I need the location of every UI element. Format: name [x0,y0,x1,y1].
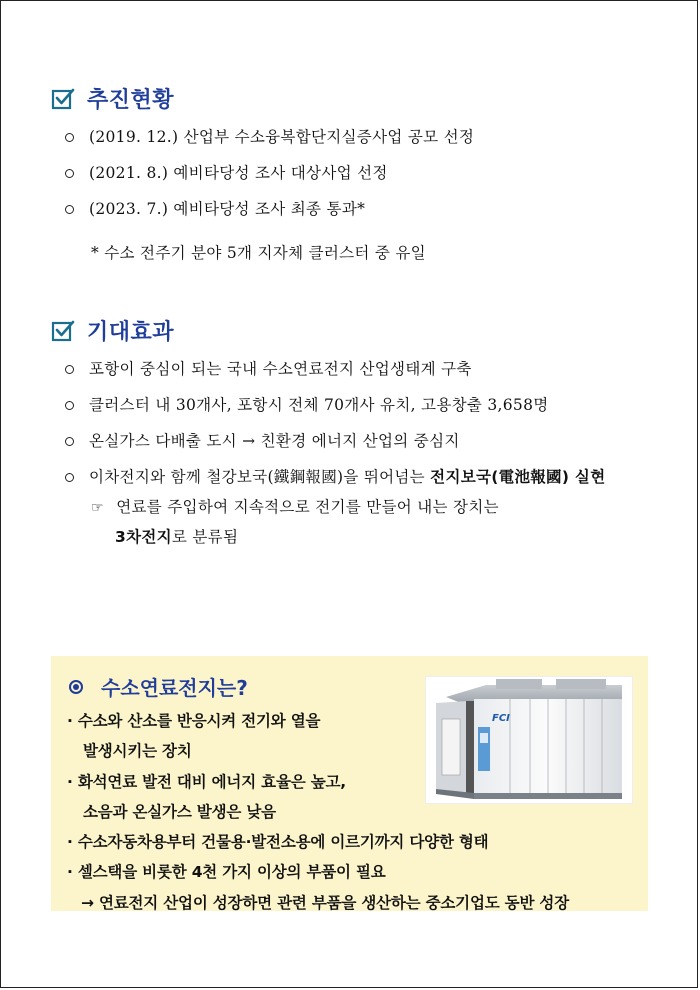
list-item [63,423,605,459]
list-item-text: (2021. 8.) 예비타당성 조사 대상사업 선정 [89,164,388,182]
info-line: → 연료전지 산업이 성장하면 관련 부품을 생산하는 중소기업도 동반 성장 [81,893,569,912]
reference-note [91,495,499,517]
circle-bullet-icon [65,437,74,446]
circle-bullet-icon [65,205,74,214]
info-line: · 셀스택을 비롯한 4천 가지 이상의 부품이 필요 [67,863,386,882]
info-line: · 화석연료 발전 대비 에너지 효율은 높고, [67,772,346,791]
section-title: 기대효과 [87,320,175,345]
info-box-heading [69,672,248,701]
list-item-text: (2023. 7.) 예비타당성 조사 최종 통과* [89,200,366,218]
list-item [63,155,474,191]
bullseye-icon [69,680,83,694]
pointing-hand-icon: ☞ [91,500,104,516]
fci-logo: FCI [492,713,510,724]
list-item-text: 이차전지와 함께 철강보국(鐵鋼報國)을 뛰어넘는 [89,468,431,486]
note-text: 연료를 주입하여 지속적으로 전기를 만들어 내는 장치는 [116,498,499,516]
emphasis-text: 3차전지 [115,528,172,546]
list-item-text: (2019. 12.) 산업부 수소융복합단지실증사업 공모 선정 [89,128,475,146]
emphasis-text: 전지보국(電池報國) 실현 [430,468,606,486]
note-text: 로 분류됨 [171,528,239,546]
info-line: 소음과 온실가스 발생은 낮음 [83,802,276,821]
effects-list [63,351,605,495]
checkbox-check-icon [51,319,75,343]
fuel-cell-unit-illustration [426,677,632,803]
list-item [63,119,474,155]
circle-bullet-icon [65,169,74,178]
list-item [63,351,605,387]
info-box-title: 수소연료전지는? [101,676,248,700]
list-item-text: 온실가스 다배출 도시 → 친환경 에너지 산업의 중심지 [89,432,460,450]
info-box [51,656,648,911]
section-title: 추진현황 [87,88,175,113]
circle-bullet-icon [65,473,74,482]
reference-note-line2 [115,525,238,547]
fuel-cell-image [425,676,633,804]
circle-bullet-icon [65,365,74,374]
list-item-text: 클러스터 내 30개사, 포항시 전체 70개사 유치, 고용창출 3,658명 [89,396,549,414]
list-item [63,191,474,227]
list-item-text: 포항이 중심이 되는 국내 수소연료전지 산업생태계 구축 [89,360,472,378]
circle-bullet-icon [65,133,74,142]
footnote: * 수소 전주기 분야 5개 지자체 클러스터 중 유일 [91,244,426,262]
info-line: · 수소자동차용부터 건물용·발전소용에 이르기까지 다양한 형태 [67,833,489,852]
section-heading-effects [51,315,174,346]
checkbox-check-icon [51,87,75,111]
circle-bullet-icon [65,401,74,410]
info-line: · 수소와 산소를 반응시켜 전기와 열을 [67,712,321,730]
section-heading-status [51,83,174,114]
list-item [63,387,605,423]
info-line: 발생시키는 장치 [83,742,192,761]
list-item [63,459,605,495]
status-list [63,119,474,227]
